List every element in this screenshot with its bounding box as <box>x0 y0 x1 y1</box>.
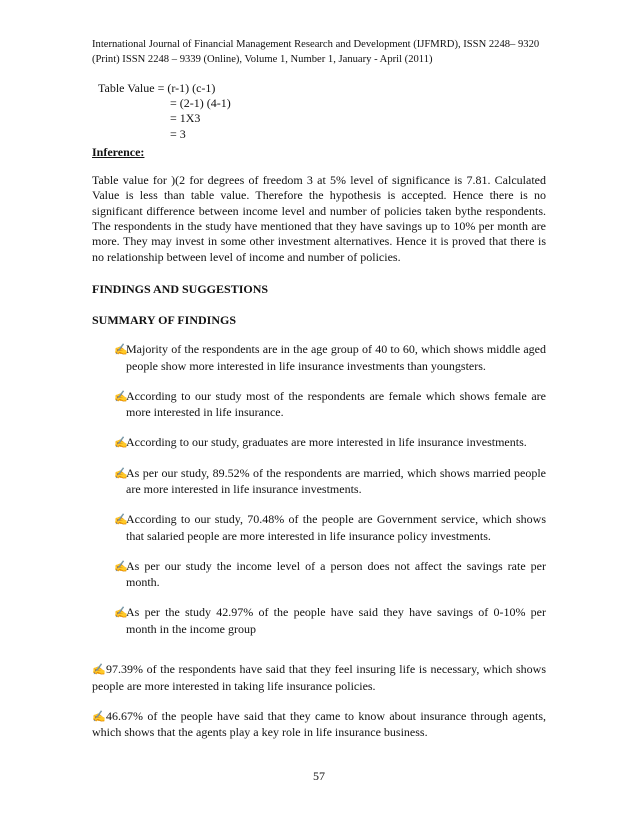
journal-header <box>92 38 546 67</box>
list-item <box>92 662 546 694</box>
list-item <box>114 466 546 498</box>
list-item <box>114 512 546 544</box>
writing-hand-icon: ✍ <box>92 710 106 723</box>
finding-text: 46.67% of the people have said that they came to know about insurance through agents, which shows that the agents play a key role in life insurance business. <box>92 708 546 740</box>
table-value-line-4: = 3 <box>170 126 186 141</box>
writing-hand-icon: ✍ <box>114 560 128 573</box>
finding-text: As per our study, 89.52% of the respondents are married, which shows married people are more interested in life insurance investments. <box>126 466 546 497</box>
writing-hand-icon: ✍ <box>114 344 128 357</box>
additional-findings <box>92 662 546 741</box>
list-item <box>92 709 546 741</box>
finding-text: According to our study most of the respondents are female which shows female are more interested in life insurance. <box>126 388 546 420</box>
header-line-2: (Print) ISSN 2248 – 9339 (Online), Volume 1, Number 1, January - April (2011) <box>92 53 433 65</box>
table-value-line-3: = 1X3 <box>170 111 201 126</box>
list-item <box>114 342 546 374</box>
writing-hand-icon: ✍ <box>114 514 128 527</box>
table-value-line-2: = (2-1) (4-1) <box>170 96 231 111</box>
page-number: 57 <box>313 769 325 783</box>
finding-text: According to our study, graduates are more interested in life insurance investments. <box>126 435 527 450</box>
finding-text: 97.39% of the respondents have said that they feel insuring life is necessary, which shows people are more interested in taking life insurance policies. <box>92 662 546 693</box>
list-item <box>114 435 546 451</box>
writing-hand-icon: ✍ <box>114 468 128 481</box>
finding-text: As per the study 42.97% of the people have said they have savings of 0-10% per month in the income group <box>126 605 546 636</box>
writing-hand-icon: ✍ <box>114 437 128 450</box>
list-item <box>114 389 546 421</box>
list-item <box>114 605 546 637</box>
table-value-line-1: Table Value = (r-1) (c-1) <box>98 81 216 95</box>
inference-paragraph: Table value for )(2 for degrees of freedom 3 at 5% level of significance is 7.81. Calculated Value is less than table value. Therefore the hypothesis is accepted. Hence there is no significant difference between income level and number of policies taken bythe respondents. The respondents in the study have mentioned that they have savings up to 10% per month are more. They may invest in some other investment alternatives. Hence it is proved that there is no relationship between level of income and number of policies. <box>92 172 546 264</box>
header-line-1: International Journal of Financial Management Research and Development (IJFMRD), ISSN 2248– 9320 <box>92 39 540 50</box>
findings-list <box>92 342 546 637</box>
writing-hand-icon: ✍ <box>92 664 106 677</box>
writing-hand-icon: ✍ <box>114 607 128 620</box>
finding-text: According to our study, 70.48% of the people are Government service, which shows that salaried people are more interested in life insurance policy investments. <box>126 512 546 543</box>
table-value-calculation <box>92 81 546 142</box>
finding-text: Majority of the respondents are in the age group of 40 to 60, which shows middle aged people show more interested in life insurance investments than youngsters. <box>126 342 546 373</box>
findings-heading: FINDINGS AND SUGGESTIONS <box>92 282 269 297</box>
finding-text: As per our study the income level of a person does not affect the savings rate per month. <box>126 558 546 590</box>
inference-heading: Inference: <box>92 144 145 159</box>
writing-hand-icon: ✍ <box>114 390 128 403</box>
summary-heading: SUMMARY OF FINDINGS <box>92 313 237 328</box>
list-item <box>114 559 546 591</box>
